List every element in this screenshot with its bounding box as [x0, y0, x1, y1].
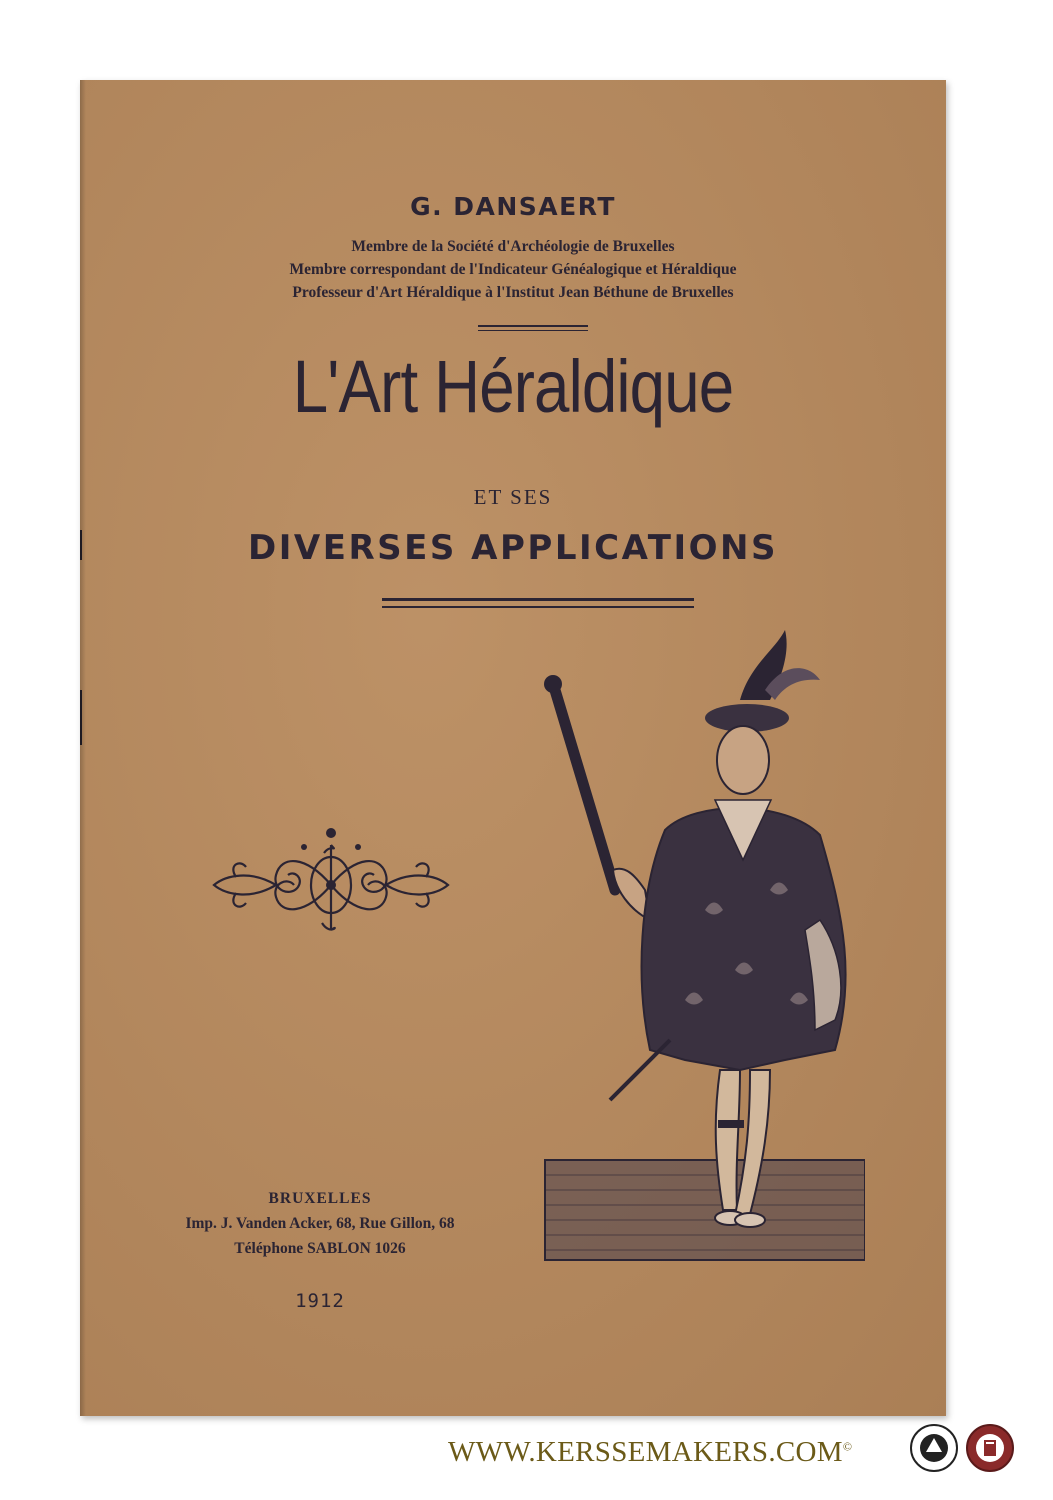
- divider-rule: [478, 325, 588, 327]
- affiliation-line-2: Membre correspondant de l'Indicateur Généalogique et Héraldique: [289, 261, 737, 278]
- imprint-printer: Imp. J. Vanden Acker, 68, Rue Gillon, 68: [185, 1215, 455, 1232]
- double-rule: [382, 606, 694, 608]
- footer-website[interactable]: [448, 1436, 852, 1469]
- imprint-telephone: Téléphone SABLON 1026: [234, 1240, 406, 1257]
- publication-year: 1912: [295, 1290, 345, 1312]
- association-badge-icon: [910, 1424, 958, 1472]
- title-conjunction: ET SES: [473, 485, 553, 509]
- divider-rule: [478, 330, 588, 331]
- imprint-city: BRUXELLES: [268, 1190, 372, 1207]
- book-subtitle: DIVERSES APPLICATIONS: [248, 528, 778, 568]
- spine-mark: [80, 690, 82, 745]
- author-name: G. DANSAERT: [410, 192, 616, 221]
- spine-shadow: [80, 80, 86, 1416]
- ilab-badge-icon: [966, 1424, 1014, 1472]
- ornament-flourish-icon: [206, 825, 456, 945]
- affiliation-line-1: Membre de la Société d'Archéologie de Bruxelles: [351, 238, 675, 255]
- herald-figure-illustration: [535, 620, 865, 1270]
- book-title: L'Art Héraldique: [292, 345, 734, 428]
- affiliation-line-3: Professeur d'Art Héraldique à l'Institut Jean Béthune de Bruxelles: [292, 284, 734, 301]
- book-cover: [80, 80, 946, 1416]
- website-url[interactable]: WWW.KERSSEMAKERS.COM: [448, 1436, 843, 1468]
- copyright-mark: ©: [842, 1439, 853, 1454]
- double-rule: [382, 598, 694, 601]
